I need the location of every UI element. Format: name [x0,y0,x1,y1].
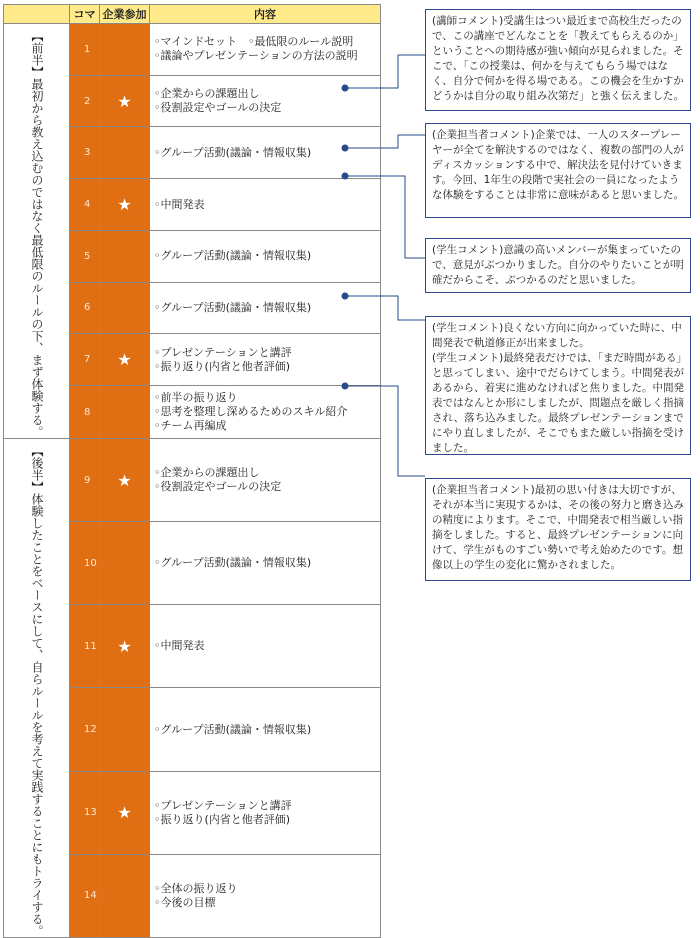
row-content: ◦プレゼンテーションと講評 ◦振り返り(内省と他者評価) [150,771,381,854]
koma-number: 11 [70,605,100,688]
koma-number: 12 [70,688,100,771]
phase-second-half [4,439,70,938]
row-content: ◦グループ活動(議論・情報収集) [150,522,381,605]
table-header-row [4,5,381,24]
koma-number: 4 [70,179,100,231]
company-star-icon: ★ [100,75,150,127]
phase-first-half [4,24,70,439]
company-star-icon [100,522,150,605]
phase-label: 【前半】最初から教え込むのではなく最低限のルールの下、まず体験する。 [30,30,44,438]
company-star-icon: ★ [100,179,150,231]
koma-number: 14 [70,854,100,937]
comment-company-2: (企業担当者コメント)最初の思い付きは大切ですが、それが本当に実現するかは、その後の努力と磨き込みの精度によります。そこで、中間発表で相当厳しい指摘をしました。すると、最終プレゼンテーションに向けて、学生がものすごい勢いで考え始めたのです。想像以上の学生の変化に驚かされました。 [425,478,691,581]
koma-number: 2 [70,75,100,127]
koma-number: 8 [70,386,100,439]
company-star-icon [100,688,150,771]
header-kigyo: 企業参加 [100,5,150,24]
company-star-icon: ★ [100,605,150,688]
koma-number: 10 [70,522,100,605]
comment-students-2: (学生コメント)良くない方向に向かっていた時に、中間発表で軌道修正が出来ました。 (学生コメント)最終発表だけでは、「まだ時間がある」と思ってしまい、途中でだらけてしまう。中間発表があるから、着実に進めなければと焦りました。中間発表ではなんとか形にしましたが、問題点を厳しく指摘され、落ち込みました。最終プレゼンテーションまでにやり直しましたが、そこでもまた厳しい指摘を受けました。 [425,316,691,455]
koma-number: 9 [70,439,100,522]
row-content: ◦グループ活動(議論・情報収集) [150,688,381,771]
row-content: ◦企業からの課題出し ◦役割設定やゴールの決定 [150,75,381,127]
row-content: ◦グループ活動(議論・情報収集) [150,127,381,179]
comment-lecturer: (講師コメント)受講生はつい最近まで高校生だったので、この講座でどんなことを「教えてもらえるのか」ということへの期待感が強い傾向が見られました。そこで、「この授業は、何かを与えてもらう場ではなく、自分で何かを得る場である。この機会を生かすかどうかは自分の取り組み次第だ」と強く伝えました。 [425,9,691,111]
row-content: ◦プレゼンテーションと講評 ◦振り返り(内省と他者評価) [150,334,381,386]
company-star-icon: ★ [100,771,150,854]
koma-number: 3 [70,127,100,179]
company-star-icon [100,24,150,76]
schedule-table [3,4,381,938]
row-content: ◦中間発表 [150,179,381,231]
koma-number: 1 [70,24,100,76]
company-star-icon [100,282,150,334]
company-star-icon: ★ [100,334,150,386]
row-content: ◦企業からの課題出し ◦役割設定やゴールの決定 [150,439,381,522]
row-content: ◦グループ活動(議論・情報収集) [150,282,381,334]
koma-number: 5 [70,230,100,282]
row-content: ◦前半の振り返り ◦思考を整理し深めるためのスキル紹介 ◦チーム再編成 [150,386,381,439]
header-naiyou: 内容 [150,5,381,24]
row-content: ◦マインドセット ◦最低限のルール説明 ◦議論やプレゼンテーションの方法の説明 [150,24,381,76]
schedule-row [4,24,381,76]
company-star-icon: ★ [100,439,150,522]
row-content: ◦グループ活動(議論・情報収集) [150,230,381,282]
koma-number: 13 [70,771,100,854]
row-content: ◦全体の振り返り ◦今後の目標 [150,854,381,937]
company-star-icon [100,230,150,282]
comment-student-1: (学生コメント)意識の高いメンバーが集まっていたので、意見がぶつかりました。自分のやりたいことが明確だからこそ、ぶつかるのだと思いました。 [425,238,691,293]
company-star-icon [100,386,150,439]
company-star-icon [100,854,150,937]
header-phase [4,5,70,24]
company-star-icon [100,127,150,179]
koma-number: 6 [70,282,100,334]
phase-label: 【後半】体験したことをベースにして、自らルールを考えて実践することにもトライする。 [30,445,44,937]
header-koma: コマ [70,5,100,24]
row-content: ◦中間発表 [150,605,381,688]
koma-number: 7 [70,334,100,386]
comment-company-1: (企業担当者コメント)企業では、一人のスタープレーヤーが全てを解決するのではなく、複数の部門の人がディスカッションする中で、解決法を見付けていきます。今回、1年生の段階で実社会の一員になったような体験をすることは非常に意味があると思いました。 [425,123,691,218]
schedule-row [4,439,381,522]
